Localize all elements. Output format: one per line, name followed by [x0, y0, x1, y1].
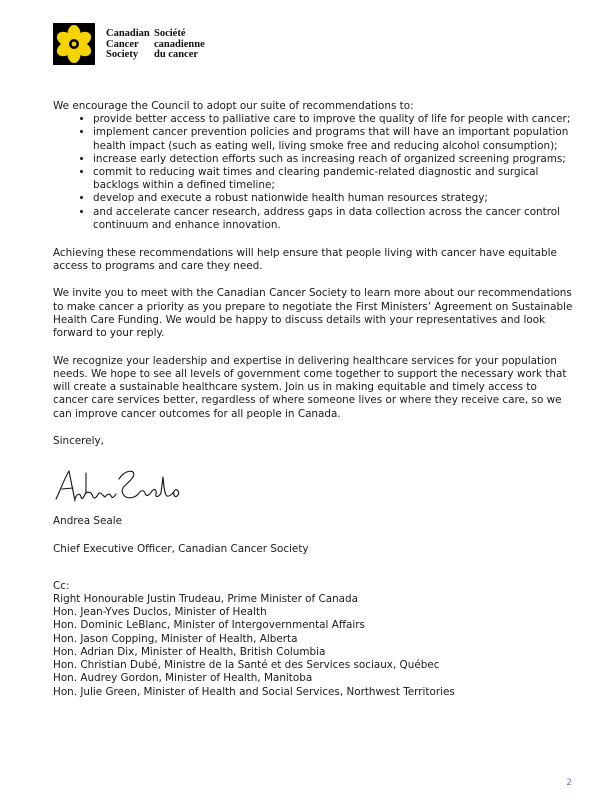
list-item: Right Honourable Justin Trudeau, Prime Minister of Canada [53, 593, 359, 606]
list-item: Hon. Jason Copping, Minister of Health, Alberta [53, 632, 298, 645]
list-item: Hon. Christian Dubé, Ministre de la Santé et des Services sociaux, Québec [53, 659, 440, 672]
paragraph: Achieving these recommendations will help ensure that people living with cancer have equitable access to programs and care they need. [53, 246, 557, 272]
list-item: • develop and execute a robust nationwide health human resources strategy; [93, 192, 573, 205]
handwritten-signature [53, 463, 573, 511]
closing: Sincerely, [53, 435, 104, 448]
signer-name: Andrea Seale [53, 514, 123, 527]
list-item: • implement cancer prevention policies and programs that will have an important population health impact (such as eating well, living smoke free and reducing alcohol consumption); [93, 126, 573, 152]
list-item: Hon. Adrian Dix, Minister of Health, British Columbia [53, 645, 326, 658]
signer-title: Chief Executive Officer, Canadian Cancer Society [53, 542, 309, 555]
paragraph: We recognize your leadership and expertise in delivering healthcare services for your population needs. We hope to see all levels of government come together to support the necessary work that will create a sustainable healthcare system. Join us in making equitable and timely access to cancer care services better, regardless of where someone lives or where they receive care, so we can improve cancer outcomes for all people in Canada. [53, 354, 567, 420]
cc-label: Cc: [53, 579, 70, 592]
daffodil-icon [53, 23, 95, 65]
page-number: 2 [566, 778, 572, 788]
paragraph: We invite you to meet with the Canadian Cancer Society to learn more about our recommendations to make cancer a priority as you prepare to negotiate the First Ministers’ Agreement on Sustainable Health Care Funding. We would be happy to discuss details with your representatives and look forward to your reply. [53, 287, 573, 340]
list-item: Hon. Jean-Yves Duclos, Minister of Health [53, 606, 267, 619]
logo-name-french: Société canadienne du cancer [154, 28, 205, 60]
cc-list [53, 580, 573, 699]
letter-body [53, 100, 573, 699]
recommendations-list [53, 113, 573, 232]
list-item: Hon. Dominic LeBlanc, Minister of Intergovernmental Affairs [53, 619, 365, 632]
list-item: Hon. Audrey Gordon, Minister of Health, Manitoba [53, 672, 313, 685]
intro-text: We encourage the Council to adopt our suite of recommendations to: [53, 100, 414, 112]
list-item: • provide better access to palliative care to improve the quality of life for people with cancer; [93, 113, 573, 126]
list-item: • increase early detection efforts such as increasing reach of organized screening programs; [93, 153, 573, 166]
logo-name-english: Canadian Cancer Society [106, 28, 150, 60]
list-item: Hon. Julie Green, Minister of Health and Social Services, Northwest Territories [53, 685, 455, 698]
list-item: • and accelerate cancer research, address gaps in data collection across the cancer control continuum and enhance innovation. [93, 206, 573, 232]
list-item: • commit to reducing wait times and clearing pandemic-related diagnostic and surgical backlogs within a defined timeline; [93, 166, 573, 192]
canadian-cancer-society-logo [53, 23, 233, 65]
